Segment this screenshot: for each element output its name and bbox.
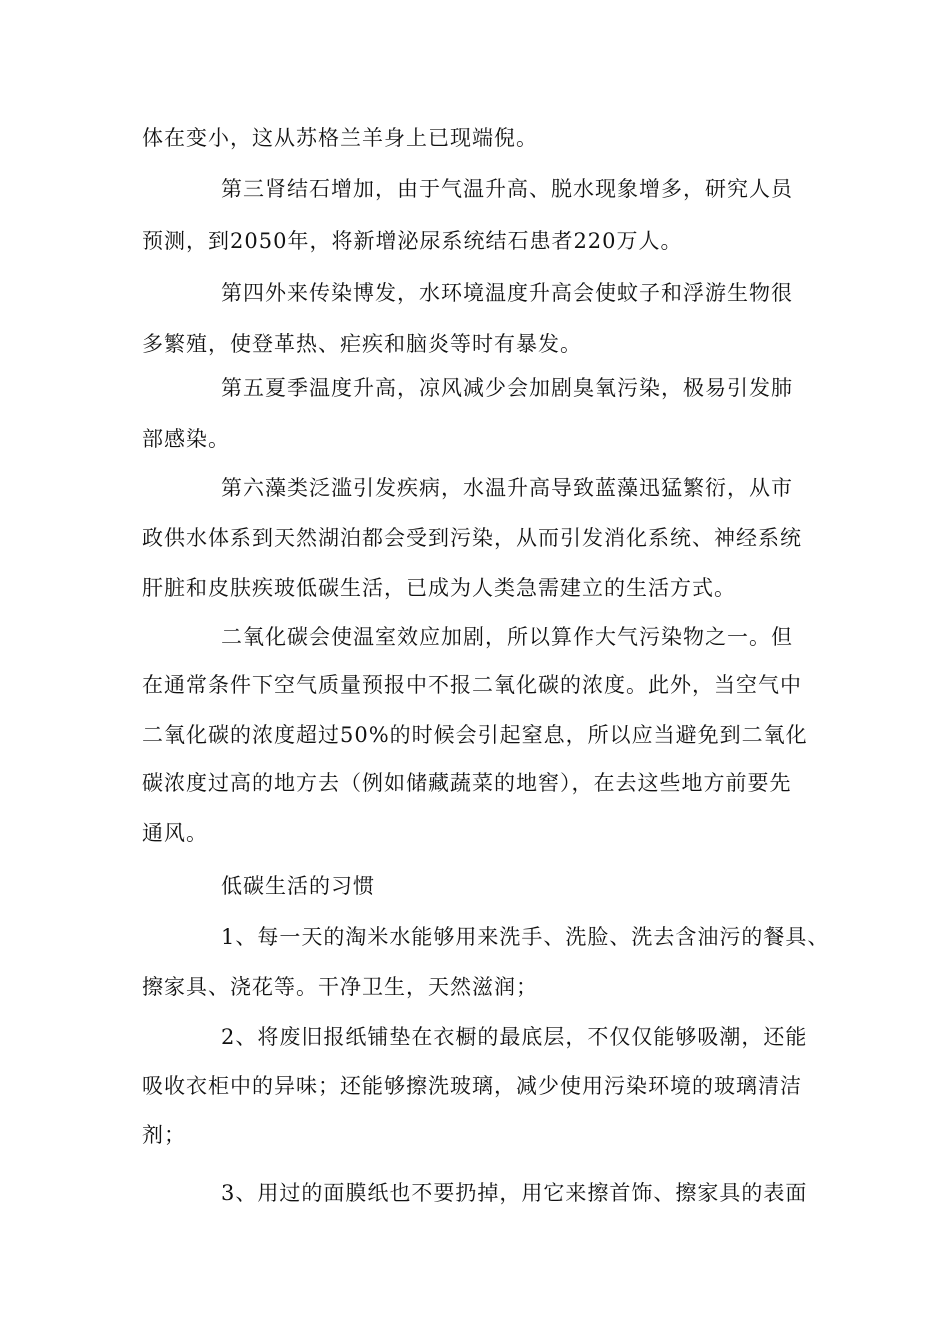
text-line: 在通常条件下空气质量预报中不报二氧化碳的浓度。此外，当空气中 [142, 673, 802, 697]
text-line: 第四外来传染博发，水环境温度升高会使蚊子和浮游生物很 [221, 281, 793, 305]
text-line: 二氧化碳会使温室效应加剧，所以算作大气污染物之一。但 [221, 625, 793, 649]
text-line: 第五夏季温度升高，凉风减少会加剧臭氧污染，极易引发肺 [221, 376, 793, 400]
text-line: 体在变小，这从苏格兰羊身上已现端倪。 [142, 126, 538, 150]
text-line: 预测，到2050年，将新增泌尿系统结石患者220万人。 [142, 229, 683, 253]
text-line: 多繁殖，使登革热、疟疾和脑炎等时有暴发。 [142, 332, 582, 356]
text-line: 吸收衣柜中的异味；还能够擦洗玻璃，减少使用污染环境的玻璃清洁 [142, 1074, 802, 1098]
list-item: 1、每一天的淘米水能够用来洗手、洗脸、洗去含油污的餐具、 [221, 925, 830, 949]
text-line: 碳浓度过高的地方去（例如储藏蔬菜的地窖），在去这些地方前要先 [142, 771, 792, 795]
text-line: 剂； [142, 1123, 186, 1147]
text-line: 第三肾结石增加，由于气温升高、脱水现象增多，研究人员 [221, 177, 793, 201]
text-line: 部感染。 [142, 427, 230, 451]
text-line: 政供水体系到天然湖泊都会受到污染，从而引发消化系统、神经系统 [142, 526, 802, 550]
section-heading: 低碳生活的习惯 [221, 874, 375, 898]
text-line: 二氧化碳的浓度超过50%的时候会引起窒息，所以应当避免到二氧化 [142, 723, 808, 747]
list-item: 2、将废旧报纸铺垫在衣橱的最底层，不仅仅能够吸潮，还能 [221, 1025, 808, 1049]
list-item: 3、用过的面膜纸也不要扔掉，用它来擦首饰、擦家具的表面 [221, 1181, 808, 1205]
text-line: 擦家具、浇花等。干净卫生，天然滋润； [142, 975, 538, 999]
text-line: 第六藻类泛滥引发疾病，水温升高导致蓝藻迅猛繁衍，从市 [221, 476, 793, 500]
text-line: 肝脏和皮肤疾玻低碳生活，已成为人类急需建立的生活方式。 [142, 576, 736, 600]
text-line: 通风。 [142, 821, 208, 845]
